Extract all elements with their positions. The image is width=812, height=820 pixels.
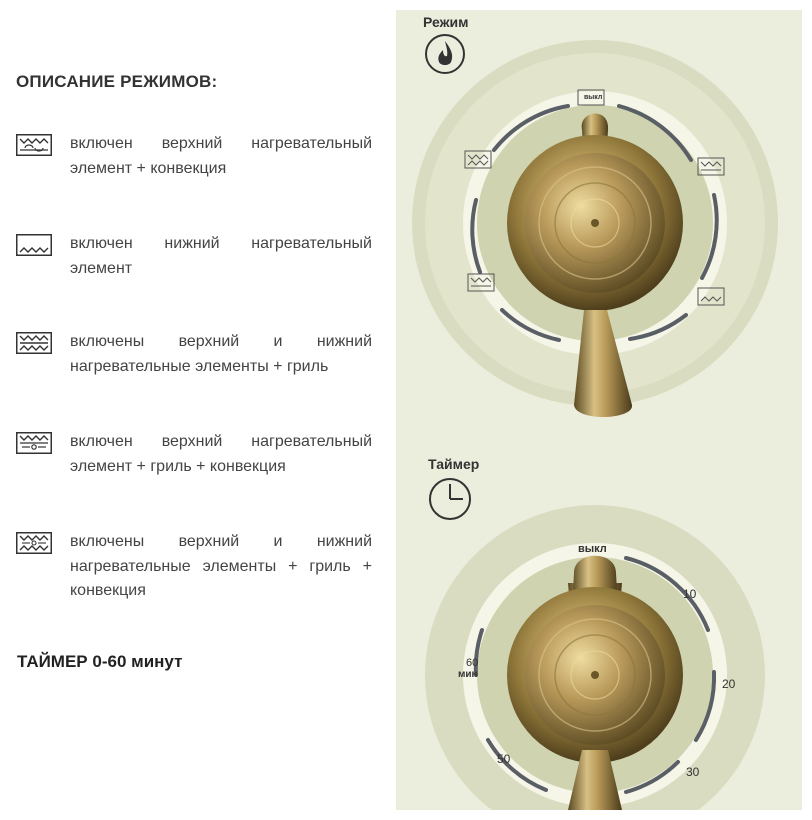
mode-description-text: включен верхний нагревательный элемент + гриль + конвекция xyxy=(70,433,372,475)
description-heading: ОПИСАНИЕ РЕЖИМОВ: xyxy=(16,72,218,91)
control-panel xyxy=(396,10,802,810)
clock-icon xyxy=(430,479,470,519)
timer-mark-30: 30 xyxy=(686,765,700,779)
lower-heating-icon xyxy=(16,234,52,256)
mode-description-text: включены верхний и нижний нагревательные элементы + гриль xyxy=(70,333,372,375)
upper-heating-convection-icon xyxy=(16,134,52,156)
mode-description-panel xyxy=(0,0,395,820)
mode-off-label: выкл xyxy=(584,94,603,101)
timer-mark-10: 10 xyxy=(683,587,697,601)
mode-label: Режим xyxy=(423,14,469,30)
flame-icon xyxy=(426,35,464,73)
panel-illustration xyxy=(396,10,802,810)
upper-grill-convection-icon xyxy=(16,432,52,454)
upper-lower-grill-icon xyxy=(16,332,52,354)
timer-note: ТАЙМЕР 0-60 минут xyxy=(17,652,183,671)
timer-min-label: мин xyxy=(458,669,478,680)
timer-mark-50: 50 xyxy=(497,752,511,766)
mode-description-text: включен нижний нагревательный элемент xyxy=(70,235,372,277)
mode-description-text: включены верхний и нижний нагревательные элементы + гриль + конвекция xyxy=(70,533,372,599)
timer-off-label: выкл xyxy=(578,543,607,555)
timer-mark-60: 60 xyxy=(466,657,479,669)
timer-label: Таймер xyxy=(428,456,480,472)
upper-lower-grill-convection-icon xyxy=(16,532,52,554)
timer-mark-20: 20 xyxy=(722,677,736,691)
mode-description-text: включен верхний нагревательный элемент + конвекция xyxy=(70,135,372,177)
